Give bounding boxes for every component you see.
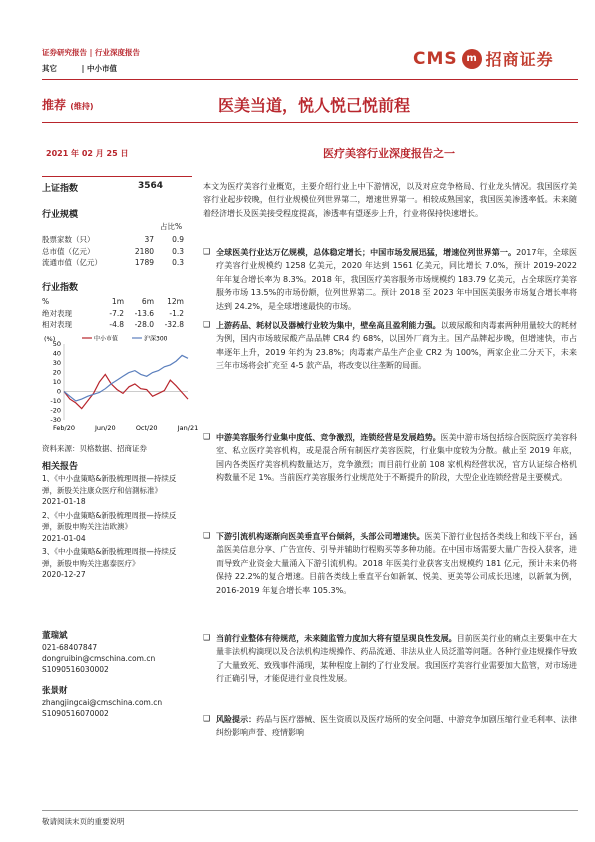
- logo-text-cn: 招商证券: [485, 50, 554, 69]
- left-rule-top: [42, 176, 192, 177]
- perf-col-header: 1m: [111, 297, 124, 306]
- scale-row: [42, 234, 184, 246]
- index-label: 上证指数: [42, 184, 79, 194]
- perf-table: [42, 296, 184, 331]
- perf-col-header: %: [42, 297, 50, 306]
- bullet-body: 以玻尿酸和肉毒素两种用量较大的耗材为例，国内市场玻尿酸产品品牌 CR4 约 68%，以国外厂商为主。国产品牌起步晚，但增速快，市占率逐年上升，2019 年约为 23.8%；肉毒素产品生产企业 CR2 为 100%，两家企业二分天下，未来三年市场将会扩充至 4-5 款产品，将改变以往垄断的局面。: [216, 321, 578, 371]
- bullet-heading: 下游引流机构逐渐向医美垂直平台倾斜，头部公司增速快。: [216, 532, 425, 541]
- cms-logo: [413, 47, 554, 70]
- page-title: 医美当道，悦人悦己悦前程: [218, 96, 411, 115]
- rating: [42, 96, 94, 113]
- perf-col-header: 6m: [141, 297, 154, 306]
- perf-row: [42, 308, 184, 320]
- scale-row-share: 0.9: [172, 235, 184, 244]
- related-item-title: 3、《中小盘策略&新股梳理周报—持续反弹，新股申购关注惠泰医疗》: [42, 547, 177, 568]
- logo-badge-icon: m: [462, 49, 482, 69]
- rating-label: 推荐: [42, 98, 67, 112]
- perf-col-header: 12m: [167, 297, 184, 306]
- scale-row: [42, 257, 184, 269]
- bullet-section: [203, 632, 577, 686]
- footer-note: 敬请阅读末页的重要说明: [42, 817, 125, 826]
- bullet-body: 医美下游行业包括各类线上和线下平台，涵盖医美信息分享、广告宣传、引导并辅助行程购买等多种功能。在中国市场需要大量广告投入获客，进而导致产业资金大量涌入下游引流机构。2018 年医美行业获客支出规模约 181 亿元，预计未来仍将保持 22.2%的复合增速。目前各类线上垂直平台如新氧、悦美、更美等公司成长迅速，以新氧为例，2016-2019 年复合增长率 105.3%。: [216, 532, 578, 595]
- chart-ytick: 40: [52, 349, 61, 358]
- scale-row-share: 0.3: [172, 246, 184, 256]
- logo-text-en: CMS: [413, 48, 458, 69]
- chart-xtick: Jan/21: [177, 424, 199, 432]
- perf-row: [42, 319, 184, 331]
- industry-sub: | 中小市值: [81, 64, 117, 73]
- related-item[interactable]: [42, 546, 190, 581]
- analyst-name: 董瑞斌: [42, 631, 68, 641]
- bullet-section: [203, 431, 577, 485]
- bullet-heading: 风险提示：: [216, 715, 257, 724]
- bullet-text: [203, 632, 577, 686]
- scale-col-header: 占比%: [160, 222, 183, 231]
- perf-row-value: -1.2: [169, 308, 184, 318]
- perf-row-value: -32.8: [164, 320, 184, 329]
- bullet-square-icon: ❑: [203, 432, 211, 441]
- bullet-text: [203, 246, 577, 313]
- scale-row-label: 流通市值（亿元）: [42, 258, 102, 267]
- analyst-phone: 021-68407847: [42, 643, 98, 652]
- chart-xtick: Feb/20: [53, 424, 75, 432]
- perf-row-value: -13.6: [134, 308, 154, 318]
- industry-name: 其它: [42, 64, 57, 73]
- performance-chart: [42, 334, 199, 436]
- scale-row-value: 37: [144, 235, 154, 244]
- bullet-square-icon: ❑: [203, 247, 211, 256]
- scale-row: [42, 246, 184, 258]
- related-item-date: 2020-12-27: [42, 570, 86, 579]
- bullet-section: [203, 246, 577, 313]
- perf-row-value: -4.8: [109, 320, 124, 329]
- chart-legend-label: 沪深300: [144, 335, 168, 343]
- related-item-date: 2021-01-04: [42, 533, 86, 543]
- scale-row-share: 0.3: [172, 258, 184, 267]
- chart-series-line: [64, 355, 188, 401]
- chart-ytick: -20: [50, 406, 61, 415]
- bullet-heading: 当前行业整体有待规范，未来随监管力度加大将有望呈现良性发展。: [216, 634, 457, 643]
- related-heading: 相关报告: [42, 462, 79, 472]
- chart-ytick: 50: [52, 340, 61, 348]
- analyst-email[interactable]: dongruibin@cmschina.com.cn: [42, 654, 156, 663]
- bullet-square-icon: ❑: [203, 531, 211, 540]
- analyst-card: [42, 630, 192, 675]
- bullet-heading: 中游美容服务行业集中度低、竞争激烈，连锁经营是发展趋势。: [216, 433, 441, 442]
- perf-row-label: 相对表现: [42, 320, 72, 329]
- bullet-heading: 全球医美行业达万亿规模，总体稳定增长；中国市场发展迅猛，增速位列世界第一。: [216, 248, 517, 257]
- bullet-section: [203, 713, 577, 740]
- bullet-text: [203, 530, 577, 597]
- bullet-body: 目前医美行业的痛点主要集中在大量非法机构滴现以及合法机构违规操作、药品流通、非法从业人员泛滥等问题。各种行业违规操作导致了大量致死、致残事件涌现，某种程度上制约了行业发展。我国医疗美容行业需要加大监管，对市场进行正确引导，才能促进行业良性发展。: [216, 634, 578, 684]
- analyst-card: [42, 685, 192, 719]
- perf-header-row: [42, 296, 184, 308]
- analyst-license: S1090516030002: [42, 665, 109, 674]
- chart-ytick: -10: [50, 397, 61, 405]
- scale-table: [42, 234, 184, 269]
- analyst-list: [42, 630, 192, 729]
- scale-row-value: 2180: [134, 246, 154, 256]
- index-value: 3564: [138, 181, 164, 191]
- bullet-square-icon: ❑: [203, 633, 211, 642]
- perf-row-value: -7.2: [109, 308, 124, 318]
- analyst-email[interactable]: zhangjingcai@cmschina.com.cn: [42, 698, 163, 707]
- bullet-body: 医美中游市场包括综合医院医疗美容科室、私立医疗美容机构，或是混合所有制医疗美容医院，行业集中度较为分散。截止至 2019 年底，国内各类医疗美容机构数量达万，竞争激烈；而目前行业前 108 家机构经营状况，官方认证综合格机构数量不足 1%。当前医疗美容服务行业规范处于不断提升的阶段，大型企业连锁经营是主要模式。: [216, 433, 578, 483]
- chart-ytick: 30: [52, 359, 61, 367]
- bullet-section: [203, 319, 577, 373]
- header-rule: [42, 79, 578, 80]
- chart-ylabel: (%): [44, 335, 56, 343]
- title-rule: [42, 122, 578, 123]
- chart-xtick: Jun/20: [95, 424, 116, 432]
- analyst-license: S1090516070002: [42, 709, 109, 718]
- scale-row-label: 股票家数（只）: [42, 235, 95, 244]
- rating-sub: (维持): [70, 102, 94, 111]
- intro-paragraph: 本文为医疗美容行业概览，主要介绍行业上中下游情况，以及对应竞争格局、行业龙头情况。我国医疗美容行业起步较晚，但行业规模位列世界第二，增速世界第一。相较成熟国家，我国医美渗透率低。未来随着经济增长及医美接受程度提高，渗透率有望逐步上升，行业将保持快速增长。: [203, 182, 577, 218]
- bullet-text: [203, 713, 577, 740]
- chart-xtick: Oct/20: [135, 424, 158, 432]
- related-list: [42, 473, 190, 583]
- perf-row-value: -28.0: [134, 320, 154, 329]
- footer-rule: [42, 810, 578, 811]
- scale-row-value: 1789: [134, 258, 154, 267]
- perf-heading: 行业指数: [42, 283, 79, 293]
- perf-row-label: 绝对表现: [42, 308, 72, 318]
- bullet-text: [203, 431, 577, 485]
- report-subtitle: 医疗美容行业深度报告之一: [323, 147, 455, 160]
- industry-label: [42, 63, 117, 74]
- related-item[interactable]: [42, 510, 190, 545]
- scale-heading: 行业规模: [42, 210, 79, 220]
- bullet-square-icon: ❑: [203, 320, 211, 329]
- bullet-body: 2017年，全球医疗美容行业规模约 1258 亿美元，2020 年达到 1561 亿美元，同比增长 7.0%，预计 2019-2022 年年复合增长率为 8.3%。2018 年，我国医疗美容服务市场规模约 183.79 亿美元，占全球医疗美容服务市场 13.5%的市场份额，位列世界第二。预计 2018 至 2023 年中国医美服务市场复合增长率将达到 24.2%，是全球增速最快的市场。: [216, 248, 578, 311]
- chart-ytick: 0: [56, 387, 61, 396]
- related-item-date: 2021-01-18: [42, 497, 86, 506]
- bullet-section: [203, 530, 577, 597]
- analyst-name: 张景财: [42, 686, 68, 696]
- report-type: 证券研究报告 | 行业深度报告: [42, 48, 140, 57]
- related-item[interactable]: [42, 473, 190, 508]
- chart-ytick: 10: [52, 378, 61, 386]
- chart-ytick: 20: [52, 368, 61, 377]
- related-item-title: 2、《中小盘策略&新股梳理周报—持续反弹，新股申购关注洁欧澳》: [42, 510, 177, 531]
- bullet-square-icon: ❑: [203, 714, 211, 723]
- report-date: 2021 年 02 月 25 日: [46, 149, 129, 158]
- bullet-heading: 上游药品、耗材以及器械行业较为集中，壁垒高且盈利能力强。: [216, 321, 441, 330]
- chart-ytick: -30: [50, 416, 61, 424]
- chart-source: 资料来源：贝格数据、招商证券: [42, 444, 147, 453]
- bullet-body: 药品与医疗器械、医生资质以及医疗场所的安全问题、中游竞争加剧压缩行业毛利率、法律纠纷影响声誉、疫情影响: [216, 715, 578, 738]
- bullet-text: [203, 319, 577, 373]
- scale-row-label: 总市值（亿元）: [42, 246, 95, 256]
- chart-legend-label: 中小市值: [94, 335, 119, 343]
- related-item-title: 1、《中小盘策略&新股梳理周报—持续反弹，新股关注康众医疗和信測标准》: [42, 474, 177, 495]
